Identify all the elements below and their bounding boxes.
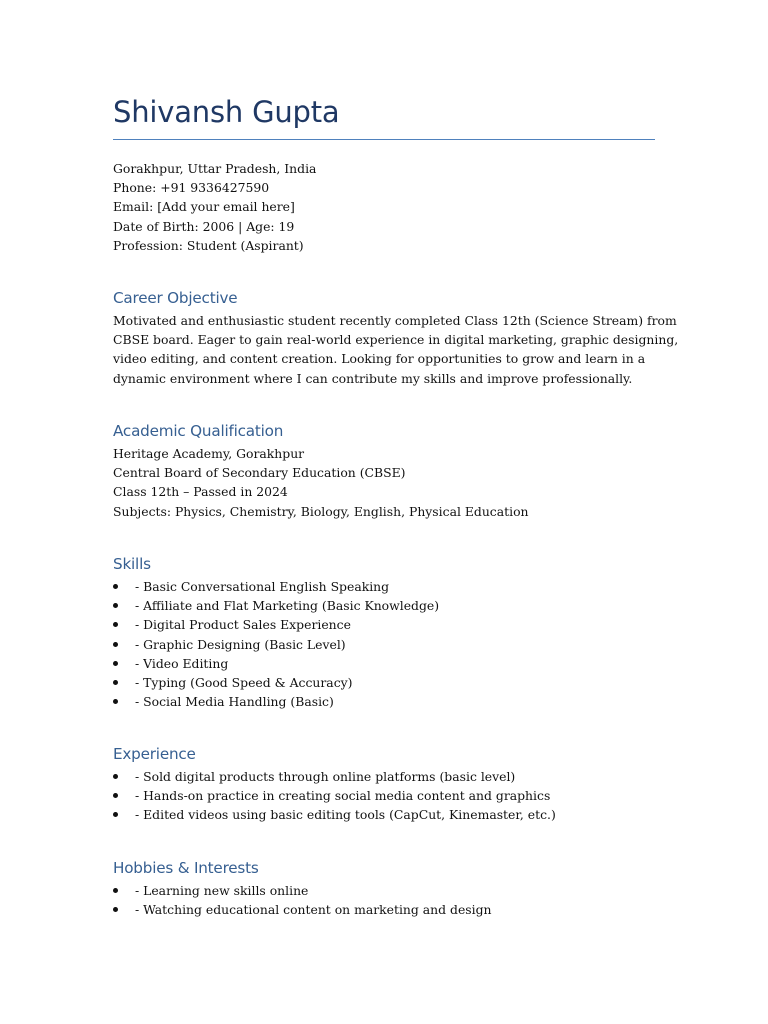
academic-block (113, 444, 655, 521)
bullet-icon (113, 622, 118, 627)
heading-hobbies: Hobbies & Interests (113, 859, 259, 877)
experience-text: - Edited videos using basic editing tools (CapCut, Kinemaster, etc.) (135, 807, 556, 823)
list-item (113, 577, 655, 596)
skills-list (113, 577, 655, 711)
hobby-text: - Watching educational content on marketing and design (135, 902, 492, 918)
skill-text: - Typing (Good Speed & Accuracy) (135, 674, 353, 690)
academic-school: Heritage Academy, Gorakhpur (113, 446, 305, 461)
heading-skills: Skills (113, 555, 151, 573)
list-item (113, 767, 655, 786)
skill-text: - Video Editing (135, 655, 229, 671)
heading-academic-qualification: Academic Qualification (113, 422, 284, 440)
list-item (113, 805, 655, 824)
contact-phone: Phone: +91 9336427590 (113, 180, 270, 196)
heading-experience: Experience (113, 745, 196, 763)
experience-text: - Hands-on practice in creating social media content and graphics (135, 788, 551, 804)
career-line: Motivated and enthusiastic student recently completed Class 12th (Science Stream) from (113, 313, 677, 328)
candidate-name: Shivansh Gupta (113, 95, 340, 129)
list-item (113, 615, 655, 634)
contact-email: Email: [Add your email here] (113, 199, 295, 215)
list-item (113, 692, 655, 711)
skill-text: - Social Media Handling (Basic) (135, 694, 334, 710)
academic-class: Class 12th – Passed in 2024 (113, 484, 288, 500)
list-item (113, 881, 655, 900)
career-line: video editing, and content creation. Looking for opportunities to grow and learn in a (113, 351, 646, 367)
list-item (113, 786, 655, 805)
list-item (113, 635, 655, 654)
career-objective-text (113, 311, 679, 388)
contact-profession: Profession: Student (Aspirant) (113, 237, 304, 253)
list-item (113, 596, 655, 615)
contact-address: Gorakhpur, Uttar Pradesh, India (113, 161, 317, 176)
academic-board: Central Board of Secondary Education (CBSE) (113, 465, 406, 481)
bullet-icon (113, 680, 118, 685)
bullet-icon (113, 774, 118, 779)
bullet-icon (113, 603, 118, 608)
contact-block (113, 159, 655, 255)
experience-text: - Sold digital products through online platforms (basic level) (135, 769, 516, 784)
bullet-icon (113, 888, 118, 893)
list-item (113, 654, 655, 673)
bullet-icon (113, 661, 118, 666)
bullet-icon (113, 642, 118, 647)
bullet-icon (113, 907, 118, 912)
skill-text: - Digital Product Sales Experience (135, 617, 351, 633)
contact-dob: Date of Birth: 2006 | Age: 19 (113, 218, 295, 234)
bullet-icon (113, 812, 118, 817)
list-item (113, 900, 655, 919)
hobby-text: - Learning new skills online (135, 883, 309, 898)
skill-text: - Graphic Designing (Basic Level) (135, 636, 346, 652)
bullet-icon (113, 793, 118, 798)
heading-career-objective: Career Objective (113, 289, 238, 307)
hobbies-list (113, 881, 655, 919)
bullet-icon (113, 699, 118, 704)
bullet-icon (113, 584, 118, 589)
list-item (113, 673, 655, 692)
skill-text: - Affiliate and Flat Marketing (Basic Knowledge) (135, 598, 440, 614)
title-underline (113, 139, 655, 140)
career-line: dynamic environment where I can contribute my skills and improve professionally. (113, 370, 633, 386)
academic-subjects: Subjects: Physics, Chemistry, Biology, English, Physical Education (113, 503, 529, 519)
career-line: CBSE board. Eager to gain real-world experience in digital marketing, graphic designing, (113, 332, 679, 348)
skill-text: - Basic Conversational English Speaking (135, 579, 390, 594)
experience-list (113, 767, 655, 825)
